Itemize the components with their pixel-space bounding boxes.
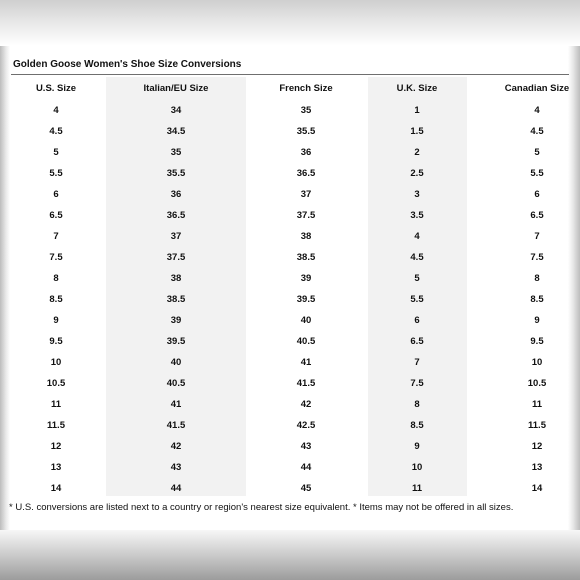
italian-eu-size-cell: 38 xyxy=(170,273,182,284)
table-row xyxy=(0,478,580,499)
canadian-size-cell: 13 xyxy=(531,462,543,473)
title-divider xyxy=(11,74,569,75)
canadian-size-cell: 5 xyxy=(534,147,540,158)
french-size-cell: 36 xyxy=(300,147,312,158)
column-header-us: U.S. Size xyxy=(35,83,77,94)
french-size-cell: 39 xyxy=(300,273,312,284)
french-size-cell: 35 xyxy=(300,105,312,116)
us-size-cell: 10 xyxy=(50,357,62,368)
table-row xyxy=(0,268,580,289)
canadian-size-cell: 11.5 xyxy=(528,420,546,431)
italian-eu-size-cell: 40 xyxy=(170,357,182,368)
column-header-canadian: Canadian Size xyxy=(504,83,570,94)
italian-eu-size-cell: 39.5 xyxy=(166,336,186,347)
canadian-size-cell: 11 xyxy=(531,399,543,410)
french-size-cell: 37 xyxy=(300,189,312,200)
footnote: * U.S. conversions are listed next to a country or region's nearest size equivalent. * Items may not be offered in all sizes. xyxy=(9,502,514,513)
us-size-cell: 11.5 xyxy=(47,420,65,431)
table-row xyxy=(0,205,580,226)
uk-size-cell: 3 xyxy=(414,189,420,200)
canadian-size-cell: 9 xyxy=(534,315,540,326)
italian-eu-size-cell: 35 xyxy=(170,147,182,158)
french-size-cell: 38.5 xyxy=(296,252,316,263)
us-size-cell: 6.5 xyxy=(49,210,63,221)
canadian-size-cell: 8.5 xyxy=(530,294,544,305)
size-conversion-table xyxy=(0,78,580,499)
canadian-size-cell: 8 xyxy=(534,273,540,284)
french-size-cell: 37.5 xyxy=(296,210,316,221)
table-row xyxy=(0,247,580,268)
french-size-cell: 44 xyxy=(300,462,312,473)
uk-size-cell: 6.5 xyxy=(410,336,424,347)
french-size-cell: 36.5 xyxy=(296,168,316,179)
italian-eu-size-cell: 38.5 xyxy=(166,294,186,305)
italian-eu-size-cell: 37.5 xyxy=(166,252,186,263)
italian-eu-size-cell: 37 xyxy=(170,231,182,242)
french-size-cell: 35.5 xyxy=(296,126,316,137)
canadian-size-cell: 10 xyxy=(531,357,543,368)
canadian-size-cell: 14 xyxy=(531,483,543,494)
table-row xyxy=(0,352,580,373)
column-header-italian-eu: Italian/EU Size xyxy=(143,83,209,94)
italian-eu-size-cell: 41.5 xyxy=(166,420,186,431)
french-size-cell: 41.5 xyxy=(296,378,316,389)
table-row xyxy=(0,415,580,436)
uk-size-cell: 2 xyxy=(414,147,420,158)
uk-size-cell: 11 xyxy=(411,483,423,494)
uk-size-cell: 7 xyxy=(414,357,420,368)
canadian-size-cell: 5.5 xyxy=(530,168,544,179)
italian-eu-size-cell: 43 xyxy=(170,462,182,473)
us-size-cell: 12 xyxy=(50,441,62,452)
canadian-size-cell: 10.5 xyxy=(527,378,547,389)
italian-eu-size-cell: 42 xyxy=(170,441,182,452)
french-size-cell: 41 xyxy=(300,357,312,368)
italian-eu-size-cell: 34.5 xyxy=(166,126,186,137)
us-size-cell: 11 xyxy=(50,399,62,410)
table-row xyxy=(0,457,580,478)
us-size-cell: 7.5 xyxy=(49,252,63,263)
us-size-cell: 5.5 xyxy=(49,168,63,179)
italian-eu-size-cell: 44 xyxy=(170,483,182,494)
uk-size-cell: 2.5 xyxy=(410,168,424,179)
us-size-cell: 6 xyxy=(53,189,59,200)
canadian-size-cell: 4 xyxy=(534,105,540,116)
uk-size-cell: 3.5 xyxy=(410,210,424,221)
uk-size-cell: 6 xyxy=(414,315,420,326)
us-size-cell: 10.5 xyxy=(46,378,66,389)
table-row xyxy=(0,226,580,247)
italian-eu-size-cell: 35.5 xyxy=(166,168,186,179)
french-size-cell: 40 xyxy=(300,315,312,326)
canadian-size-cell: 6.5 xyxy=(530,210,544,221)
uk-size-cell: 8.5 xyxy=(410,420,424,431)
french-size-cell: 42 xyxy=(300,399,312,410)
table-row xyxy=(0,436,580,457)
italian-eu-size-cell: 39 xyxy=(170,315,182,326)
italian-eu-size-cell: 40.5 xyxy=(166,378,186,389)
uk-size-cell: 7.5 xyxy=(410,378,424,389)
french-size-cell: 42.5 xyxy=(296,420,316,431)
us-size-cell: 8.5 xyxy=(49,294,63,305)
canadian-size-cell: 4.5 xyxy=(530,126,544,137)
us-size-cell: 4.5 xyxy=(49,126,63,137)
uk-size-cell: 8 xyxy=(414,399,420,410)
french-size-cell: 40.5 xyxy=(296,336,316,347)
us-size-cell: 4 xyxy=(53,105,59,116)
us-size-cell: 5 xyxy=(53,147,59,158)
table-header-row xyxy=(0,78,580,100)
canadian-size-cell: 7 xyxy=(534,231,540,242)
table-row xyxy=(0,142,580,163)
table-row xyxy=(0,121,580,142)
uk-size-cell: 5 xyxy=(414,273,420,284)
italian-eu-size-cell: 34 xyxy=(170,105,182,116)
uk-size-cell: 1.5 xyxy=(410,126,424,137)
table-row xyxy=(0,331,580,352)
uk-size-cell: 10 xyxy=(411,462,423,473)
uk-size-cell: 4.5 xyxy=(410,252,424,263)
canadian-size-cell: 12 xyxy=(531,441,543,452)
table-row xyxy=(0,289,580,310)
table-row xyxy=(0,184,580,205)
table-row xyxy=(0,163,580,184)
french-size-cell: 38 xyxy=(300,231,312,242)
canadian-size-cell: 7.5 xyxy=(530,252,544,263)
column-header-french: French Size xyxy=(279,83,333,94)
canadian-size-cell: 6 xyxy=(534,189,540,200)
uk-size-cell: 1 xyxy=(414,105,420,116)
uk-size-cell: 5.5 xyxy=(410,294,424,305)
table-row xyxy=(0,373,580,394)
italian-eu-size-cell: 36 xyxy=(170,189,182,200)
table-row xyxy=(0,100,580,121)
table-row xyxy=(0,310,580,331)
table-row xyxy=(0,394,580,415)
us-size-cell: 13 xyxy=(50,462,62,473)
us-size-cell: 8 xyxy=(53,273,59,284)
us-size-cell: 9 xyxy=(53,315,59,326)
uk-size-cell: 9 xyxy=(414,441,420,452)
italian-eu-size-cell: 36.5 xyxy=(166,210,186,221)
us-size-cell: 14 xyxy=(50,483,62,494)
french-size-cell: 39.5 xyxy=(296,294,316,305)
us-size-cell: 9.5 xyxy=(49,336,63,347)
chart-title: Golden Goose Women's Shoe Size Conversions xyxy=(13,59,242,70)
french-size-cell: 43 xyxy=(300,441,312,452)
column-header-uk: U.K. Size xyxy=(396,83,438,94)
canadian-size-cell: 9.5 xyxy=(530,336,544,347)
french-size-cell: 45 xyxy=(300,483,312,494)
uk-size-cell: 4 xyxy=(414,231,420,242)
italian-eu-size-cell: 41 xyxy=(170,399,182,410)
us-size-cell: 7 xyxy=(53,231,59,242)
